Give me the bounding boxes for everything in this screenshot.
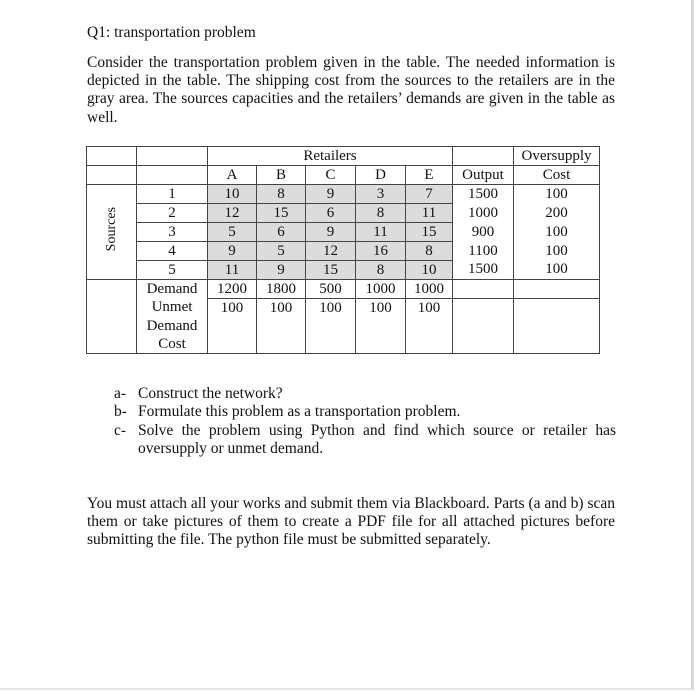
retailer-header: A	[208, 166, 257, 185]
retailer-header: E	[406, 166, 453, 185]
question-item	[114, 403, 616, 421]
source-id: 4	[137, 242, 208, 261]
retailers-header: Retailers	[208, 147, 453, 166]
unmet-label-line3: Cost	[137, 335, 208, 354]
demand-cell: 1200	[208, 280, 257, 299]
question-label: a-	[114, 385, 127, 402]
cost-cell: 9	[257, 261, 306, 280]
transportation-table	[86, 146, 600, 354]
problem-intro: Consider the transportation problem given in the table. The needed information is depicted in the table. The shipping cost from the sources to the retailers are in the gray area. The sources capacities and the retailers’ demands are given in the table as well.	[87, 54, 615, 126]
output-cell: 1100	[453, 242, 514, 261]
question-item	[114, 385, 616, 403]
question-item	[114, 422, 616, 459]
cost-cell: 7	[406, 185, 453, 204]
header-row-2	[87, 166, 600, 185]
question-list	[114, 385, 616, 459]
cost-cell: 12	[306, 242, 356, 261]
cost-cell: 15	[406, 223, 453, 242]
question-title: Q1: transportation problem	[87, 24, 256, 41]
oversupply-cell: 200	[514, 204, 600, 223]
unmet-cell: 100	[406, 299, 453, 318]
source-id: 1	[137, 185, 208, 204]
source-row	[87, 204, 600, 223]
cost-cell: 9	[306, 223, 356, 242]
cost-cell: 5	[257, 242, 306, 261]
cost-cell: 16	[356, 242, 406, 261]
cost-cell: 3	[356, 185, 406, 204]
header-row-1	[87, 147, 600, 166]
source-id: 2	[137, 204, 208, 223]
demand-cell: 500	[306, 280, 356, 299]
cost-cell: 9	[306, 185, 356, 204]
cost-cell: 8	[356, 204, 406, 223]
source-row	[87, 261, 600, 280]
cost-cell: 8	[257, 185, 306, 204]
source-row	[87, 223, 600, 242]
cost-cell: 9	[208, 242, 257, 261]
unmet-row	[87, 299, 600, 318]
demand-cell: 1000	[406, 280, 453, 299]
cost-cell: 11	[406, 204, 453, 223]
question-label: c-	[114, 421, 127, 439]
cost-cell: 10	[406, 261, 453, 280]
output-cell: 900	[453, 223, 514, 242]
cost-cell: 11	[356, 223, 406, 242]
oversupply-cell: 100	[514, 242, 600, 261]
retailer-header: B	[257, 166, 306, 185]
cost-cell: 15	[306, 261, 356, 280]
oversupply-cell: 100	[514, 185, 600, 204]
question-text: Formulate this problem as a transportation problem.	[138, 403, 461, 421]
question-text: Solve the problem using Python and find which source or retailer has oversupply or unmet demand.	[138, 421, 616, 458]
oversupply-header-line2: Cost	[514, 166, 600, 185]
question-label: b-	[114, 403, 127, 421]
cost-cell: 11	[208, 261, 257, 280]
unmet-cell: 100	[257, 299, 306, 318]
cost-cell: 15	[257, 204, 306, 223]
cost-cell: 5	[208, 223, 257, 242]
unmet-cell: 100	[356, 299, 406, 318]
retailer-header: C	[306, 166, 356, 185]
oversupply-cell: 100	[514, 261, 600, 280]
cost-cell: 6	[306, 204, 356, 223]
unmet-label-line2: Demand	[137, 317, 208, 335]
source-id: 3	[137, 223, 208, 242]
demand-cell: 1000	[356, 280, 406, 299]
demand-row	[87, 280, 600, 299]
cost-cell: 12	[208, 204, 257, 223]
cost-cell: 10	[208, 185, 257, 204]
unmet-label-line1: Unmet	[137, 299, 208, 318]
cost-cell: 8	[356, 261, 406, 280]
oversupply-cell: 100	[514, 223, 600, 242]
submission-instructions: You must attach all your works and submit them via Blackboard. Parts (a and b) scan them or take pictures of them to create a PDF file for all attached pictures before submitting the file. The python file must be submitted separately.	[87, 495, 615, 549]
question-text: Construct the network?	[138, 385, 283, 402]
unmet-cell: 100	[208, 299, 257, 318]
cost-cell: 6	[257, 223, 306, 242]
oversupply-header-line1: Oversupply	[514, 147, 600, 166]
unmet-cell: 100	[306, 299, 356, 318]
output-cell: 1000	[453, 204, 514, 223]
source-row	[87, 242, 600, 261]
source-row	[87, 185, 600, 204]
retailer-header: D	[356, 166, 406, 185]
output-header: Output	[453, 166, 514, 185]
sources-label-cell	[87, 185, 137, 280]
output-cell: 1500	[453, 261, 514, 280]
output-cell: 1500	[453, 185, 514, 204]
source-id: 5	[137, 261, 208, 280]
demand-label: Demand	[137, 280, 208, 299]
sources-label: Sources	[104, 207, 119, 252]
cost-cell: 8	[406, 242, 453, 261]
demand-cell: 1800	[257, 280, 306, 299]
